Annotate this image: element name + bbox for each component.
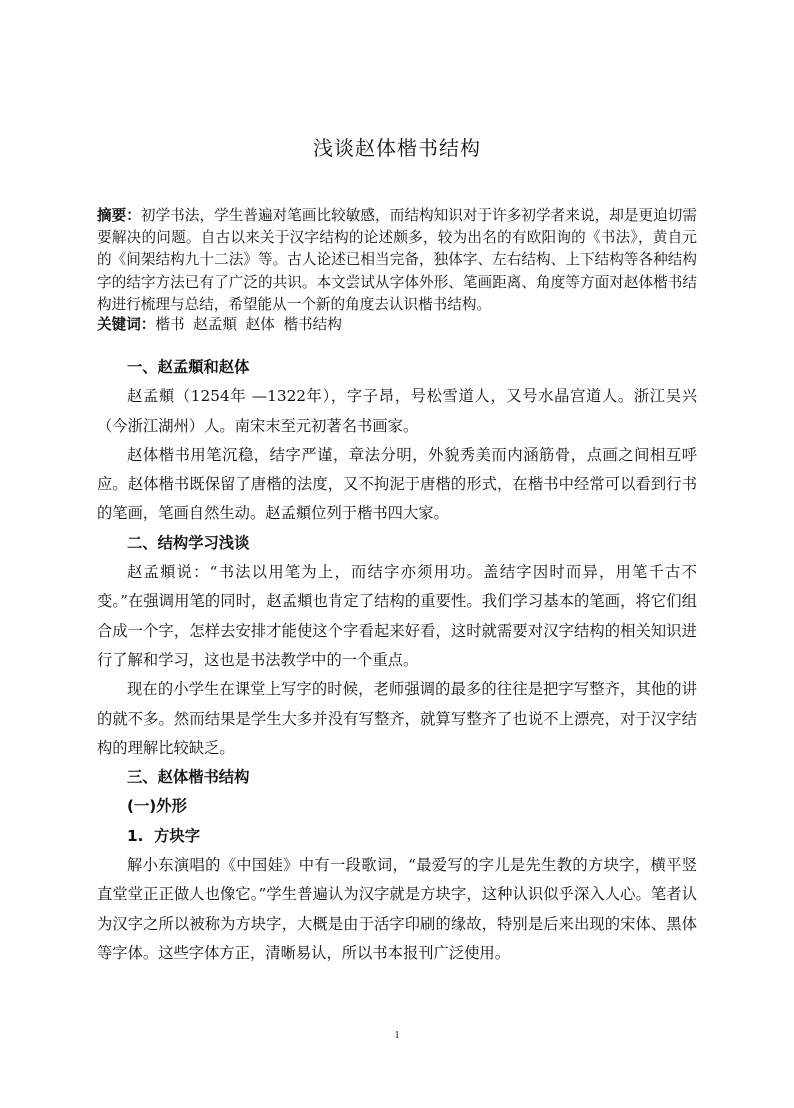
paragraph: 赵孟頫（1254年 —1322年），字子昂，号松雪道人，又号水晶宫道人。浙江吴兴（今浙江湖州）人。南宋末至元初著名书画家。 [97,387,697,435]
keywords-label: 关键词： [97,316,156,333]
abstract-label: 摘要： [97,207,141,224]
paragraph: 赵孟頫说：“书法以用笔为上，而结字亦须用功。盖结字因时而异，用笔千古不变。”在强调用笔的同时，赵孟頫也肯定了结构的重要性。我们学习基本的笔画，将它们组合成一个字，怎样去安排才能使这个字看起来好看，这时就需要对汉字结构的相关知识进行了解和学习，这也是书法教学中的一个重点。 [97,563,697,669]
subsection-heading-square-character: 1. 方块字 [127,826,200,845]
section-heading-3: 三、赵体楷书结构 [127,768,250,787]
section-heading-1: 一、赵孟頫和赵体 [127,358,250,376]
paragraph: 现在的小学生在课堂上写字的时候，老师强调的最多的往往是把字写整齐，其他的讲的就不多。然而结果是学生大多并没有写整齐，就算写整齐了也说不上漂亮，对于汉字结构的理解比较缺乏。 [97,680,697,757]
abstract [97,205,697,316]
document-title: 浅谈赵体楷书结构 [313,136,481,160]
keywords [97,314,697,336]
document-body [97,353,697,968]
keywords-values: 楷书 赵孟頫 赵体 楷书结构 [155,316,342,333]
paragraph: 赵体楷书用笔沉稳，结字严谨，章法分明，外貌秀美而内涵筋骨，点画之间相互呼应。赵体楷书既保留了唐楷的法度，又不拘泥于唐楷的形式，在楷书中经常可以看到行书的笔画，笔画自然生动。赵孟頫位列于楷书四大家。 [97,445,697,523]
subsection-heading-outline: (一)外形 [127,797,187,816]
paragraph: 解小东演唱的《中国娃》中有一段歌词，“最爱写的字儿是先生教的方块字，横平竖直堂堂正正做人也像它。”学生普遍认为汉字就是方块字，这种认识似乎深入人心。笔者认为汉字之所以被称为方块字，大概是由于活字印刷的缘故，特别是后来出现的宋体、黑体等字体。这些字体方正，清晰易认，所以书本报刊广泛使用。 [97,856,697,962]
section-heading-2: 二、结构学习浅谈 [127,533,250,552]
page-number: 1 [394,1030,400,1041]
abstract-text: 初学书法，学生普遍对笔画比较敏感，而结构知识对于许多初学者来说，却是更迫切需要解决的问题。自古以来关于汉字结构的论述颇多，较为出名的有欧阳询的《书法》，黄自元的《间架结构九十二法》等。古人论述已相当完备，独体字、左右结构、上下结构等各种结构字的结字方法已有了广泛的共识。本文尝试从字体外形、笔画距离、角度等方面对赵体楷书结构进行梳理与总结，希望能从一个新的角度去认识楷书结构。 [97,207,697,313]
